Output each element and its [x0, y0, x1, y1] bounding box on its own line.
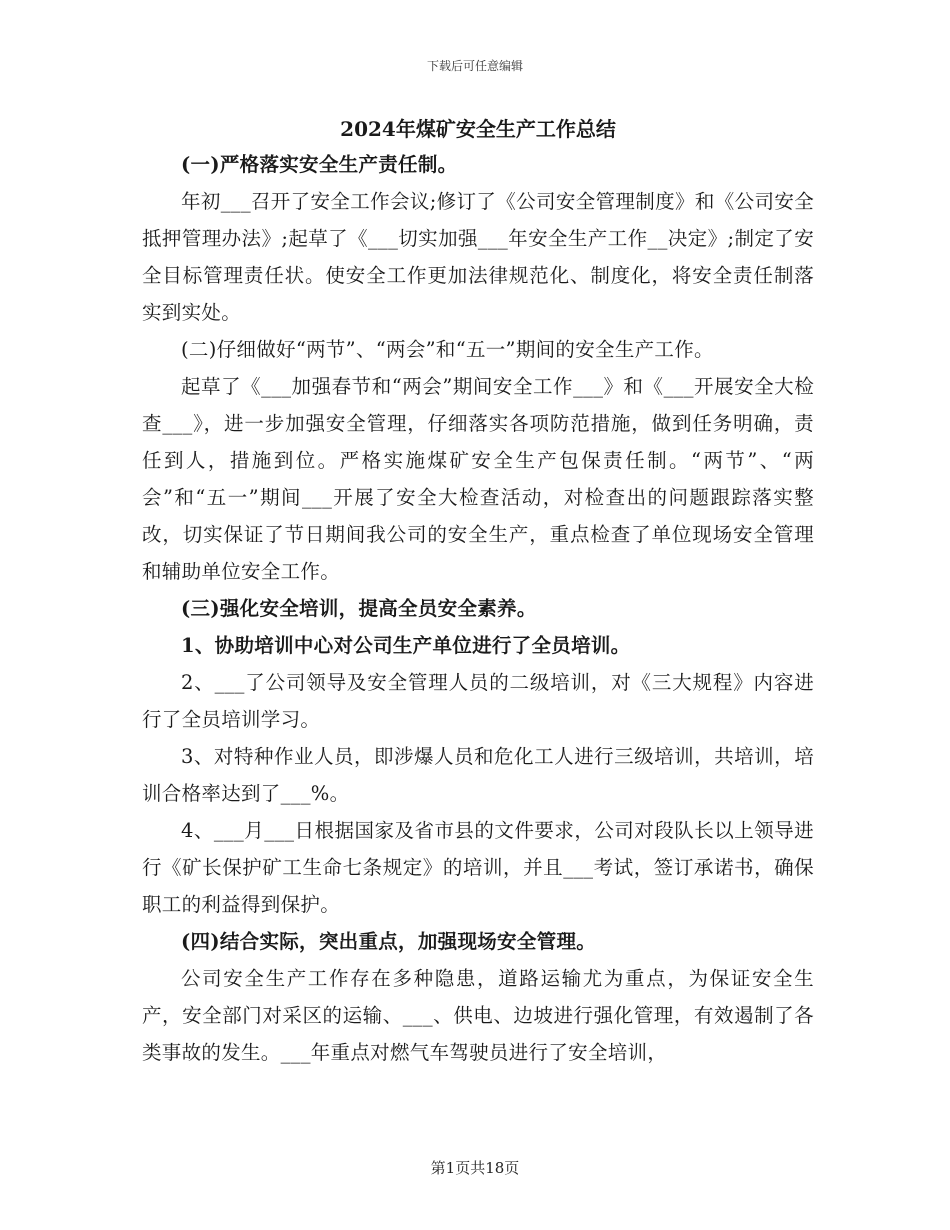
paragraph: 公司安全生产工作存在多种隐患，道路运输尤为重点，为保证安全生产，安全部门对采区的运输、___、供电、边坡进行强化管理，有效遏制了各类事故的发生。___年重点对燃气车驾驶员进行了安全培训，	[142, 967, 814, 1064]
section-heading-2: (二)仔细做好“两节”、“两会”和“五一”期间的安全生产工作。	[181, 338, 714, 361]
paragraph: 年初___召开了安全工作会议;修订了《公司安全管理制度》和《公司安全抵押管理办法》;起草了《___切实加强___年安全生产工作__决定》;制定了安全目标管理责任状。使安全工作更加法律规范化、制度化，将安全责任制落实到实处。	[142, 190, 814, 324]
section-heading-4: (四)结合实际，突出重点，加强现场安全管理。	[181, 930, 597, 953]
list-item-2: 2、___了公司领导及安全管理人员的二级培训，对《三大规程》内容进行了全员培训学习。	[142, 671, 814, 731]
page-number: 第1页共18页	[430, 1159, 520, 1177]
list-item-3: 3、对特种作业人员，即涉爆人员和危化工人进行三级培训，共培训，培训合格率达到了___%。	[142, 745, 814, 805]
document-title: 2024年煤矿安全生产工作总结	[340, 117, 616, 141]
page-header-note: 下载后可任意编辑	[426, 59, 523, 73]
section-heading-3: (三)强化安全培训，提高全员安全素养。	[181, 597, 537, 620]
document-body	[142, 112, 814, 1071]
section-heading-1: (一)严格落实安全生产责任制。	[181, 153, 458, 176]
list-item-4: 4、___月___日根据国家及省市县的文件要求，公司对段队长以上领导进行《矿长保护矿工生命七条规定》的培训，并且___考试，签订承诺书，确保职工的利益得到保护。	[142, 819, 814, 916]
paragraph: 起草了《___加强春节和“两会”期间安全工作___》和《___开展安全大检查___》，进一步加强安全管理，仔细落实各项防范措施，做到任务明确，责任到人，措施到位。严格实施煤矿安全生产包保责任制。“两节”、“两会”和“五一”期间___开展了安全大检查活动，对检查出的问题跟踪落实整改，切实保证了节日期间我公司的安全生产，重点检查了单位现场安全管理和辅助单位安全工作。	[142, 375, 814, 583]
list-item-1: 1、协助培训中心对公司生产单位进行了全员培训。	[181, 634, 631, 657]
